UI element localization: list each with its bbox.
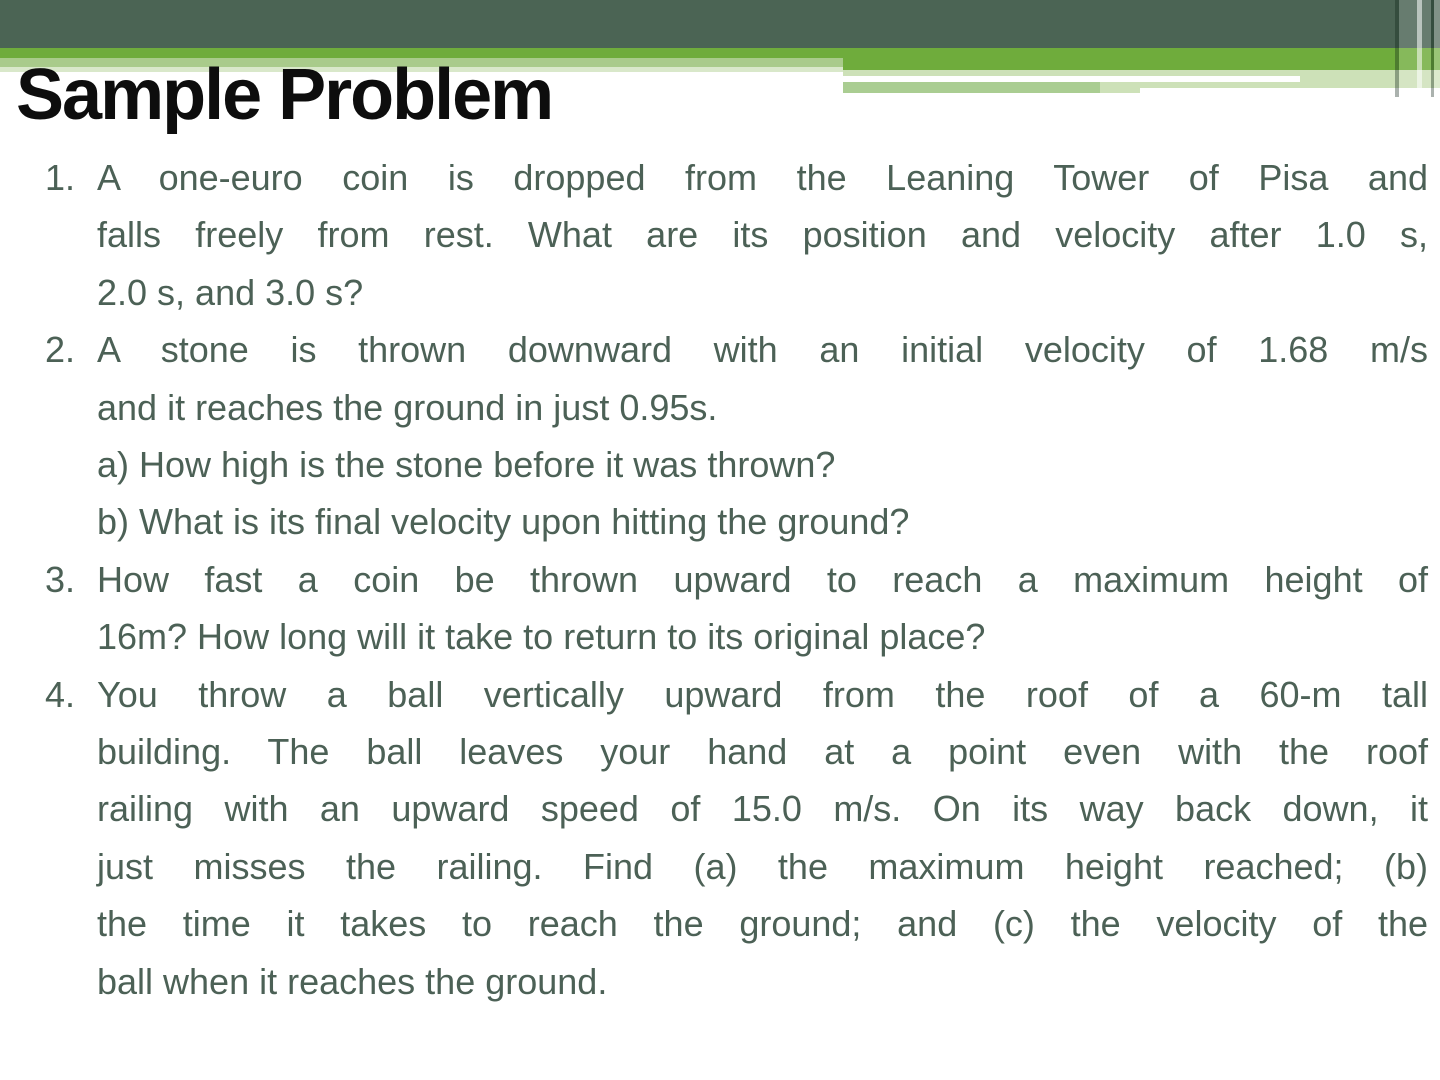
problem-text-line: the time it takes to reach the ground; and (c) the velocity of the [97, 903, 1428, 945]
problem-text-line: How fast a coin be thrown upward to reach a maximum height of [97, 558, 1428, 600]
problem-text-line: 2.0 s, and 3.0 s? [97, 271, 364, 313]
problem-text-line: a) How high is the stone before it was thrown? [97, 444, 836, 486]
problem-text [97, 321, 1428, 551]
problem-text [97, 666, 1428, 1010]
problem-text-line: building. The ball leaves your hand at a point even with the roof [97, 731, 1428, 773]
problem-item [45, 551, 1428, 666]
problem-item [45, 321, 1428, 551]
problem-number: 4. [45, 673, 76, 715]
corner-stripes [1395, 0, 1440, 97]
problem-text-line: b) What is its final velocity upon hitting the ground? [97, 501, 910, 543]
problem-text-line: A stone is thrown downward with an initial velocity of 1.68 m/s [97, 329, 1428, 371]
problem-text-line: railing with an upward speed of 15.0 m/s. On its way back down, it [97, 788, 1428, 830]
white-accent-line [843, 76, 1300, 82]
header-band-dark [0, 0, 1440, 48]
problem-text-line: You throw a ball vertically upward from the roof of a 60-m tall [97, 673, 1428, 715]
problem-item [45, 666, 1428, 1010]
problem-text-line: ball when it reaches the ground. [97, 960, 608, 1002]
corner-stripe [1422, 0, 1431, 97]
problem-text [97, 149, 1428, 321]
right-accent-band [843, 82, 1100, 93]
problem-list [45, 149, 1428, 1010]
problem-text-line: 16m? How long will it take to return to its original place? [97, 616, 986, 658]
problem-text [97, 551, 1428, 666]
corner-stripe [1434, 0, 1440, 97]
problem-item [45, 149, 1428, 321]
problem-text-line: A one-euro coin is dropped from the Leaning Tower of Pisa and [97, 157, 1428, 198]
problem-number: 2. [45, 329, 76, 371]
problem-text-line: falls freely from rest. What are its position and velocity after 1.0 s, [97, 214, 1428, 256]
problem-text-line: and it reaches the ground in just 0.95s. [97, 386, 718, 428]
problem-number: 1. [45, 157, 76, 198]
slide-title: Sample Problem [16, 55, 553, 135]
corner-stripe [1399, 0, 1417, 97]
problem-text-line: just misses the railing. Find (a) the maximum height reached; (b) [97, 845, 1428, 887]
problem-number: 3. [45, 558, 76, 600]
